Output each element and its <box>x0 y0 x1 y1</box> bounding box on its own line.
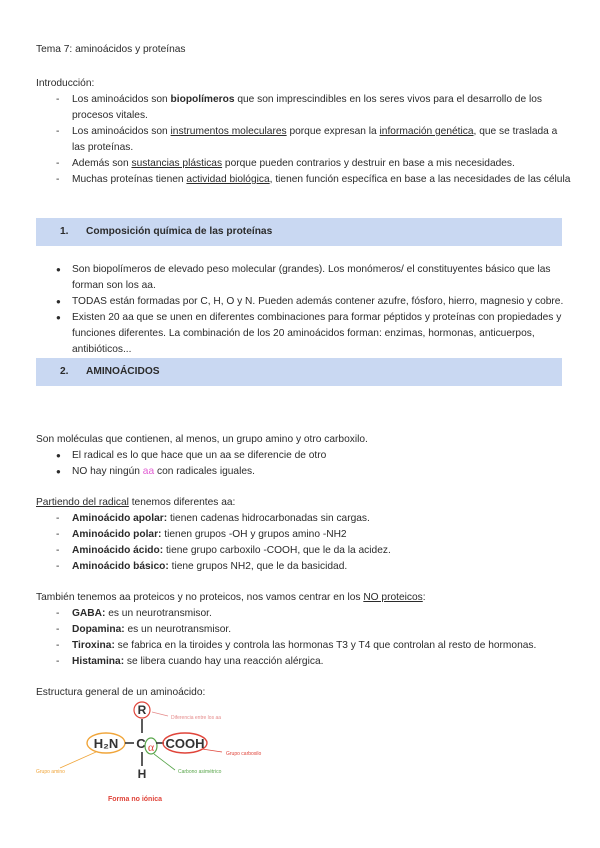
carboxyl-note: Grupo carboxilo <box>226 751 262 757</box>
radical-note: Diferencia entre los aa <box>171 715 222 721</box>
list-item: - GABA: es un neurotransmisor. <box>36 606 582 622</box>
list-item: ● TODAS están formadas por C, H, O y N. Pueden además contener azufre, fósforo, hierro, magnesio y cobre. <box>36 294 572 310</box>
list-item: ● El radical es lo que hace que un aa se diferencie de otro <box>36 448 572 464</box>
alpha-label: α <box>147 740 155 754</box>
page-title: Tema 7: aminoácidos y proteínas <box>36 44 186 55</box>
proteic-heading: También tenemos aa proteicos y no proteicos, nos vamos centrar en los NO proteicos: <box>36 592 426 603</box>
section-header-1: 1. Composición química de las proteínas <box>36 218 562 246</box>
section2-intro: Son moléculas que contienen, al menos, un grupo amino y otro carboxilo. <box>36 434 368 445</box>
list-item: - Los aminoácidos son biopolímeros que son imprescindibles en los seres vivos para el desarrollo de los procesos vitales. <box>36 92 582 124</box>
cooh-label: COOH <box>165 736 205 751</box>
list-item: - Tiroxina: se fabrica en la tiroides y controla las hormonas T3 y T4 que controlan al resto de hormonas. <box>36 638 582 654</box>
amino-pointer <box>60 752 96 768</box>
asym-pointer <box>154 754 175 770</box>
amino-acid-structure-diagram <box>30 700 330 810</box>
asym-note: Carbono asimétrico <box>178 769 222 775</box>
radical-pointer <box>152 712 168 716</box>
form-note: Forma no iónica <box>108 796 163 803</box>
section1-bullets <box>36 262 572 358</box>
section-header-2: 2. AMINOÁCIDOS <box>36 358 562 386</box>
list-item: ● Existen 20 aa que se unen en diferentes combinaciones para formar péptidos y proteínas con propiedades y funciones diferentes. La combinación de los 20 aminoácidos forman: enzimas, hormonas, anticuerpos, antibióticos... <box>36 310 572 358</box>
r-label: R <box>137 703 147 717</box>
list-item: - Aminoácido polar: tienen grupos -OH y grupos amino -NH2 <box>36 527 582 543</box>
list-item: - Aminoácido apolar: tienen cadenas hidrocarbonadas sin cargas. <box>36 511 582 527</box>
list-item: - Aminoácido ácido: tiene grupo carboxilo -COOH, que le da la acidez. <box>36 543 582 559</box>
structure-heading: Estructura general de un aminoácido: <box>36 687 206 698</box>
carboxyl-pointer <box>202 749 222 752</box>
list-item: ● NO hay ningún aa con radicales iguales. <box>36 464 572 480</box>
list-item: - Muchas proteínas tienen actividad biológica, tienen función específica en base a las necesidades de las célula <box>36 172 582 188</box>
radical-list <box>36 511 582 575</box>
section2-bullets <box>36 448 572 480</box>
ca-label: C <box>136 736 146 751</box>
h-label: H <box>137 767 147 781</box>
amino-note: Grupo amino <box>36 769 65 775</box>
h2n-label: H₂N <box>93 736 119 751</box>
list-item: - Aminoácido básico: tiene grupos NH2, que le da basicidad. <box>36 559 582 575</box>
intro-heading: Introducción: <box>36 78 95 89</box>
proteic-list <box>36 606 582 670</box>
list-item: - Histamina: se libera cuando hay una reacción alérgica. <box>36 654 582 670</box>
list-item: - Además son sustancias plásticas porque pueden contrarios y destruir en base a mis necesidades. <box>36 156 582 172</box>
list-item: ● Son biopolímeros de elevado peso molecular (grandes). Los monómeros/ el constituyentes básico que las forman son los aa. <box>36 262 572 294</box>
radical-heading: Partiendo del radical tenemos diferentes aa: <box>36 497 236 508</box>
list-item: - Los aminoácidos son instrumentos moleculares porque expresan la información genética, que se traslada a las proteínas. <box>36 124 582 156</box>
list-item: - Dopamina: es un neurotransmisor. <box>36 622 582 638</box>
intro-list <box>36 92 582 188</box>
